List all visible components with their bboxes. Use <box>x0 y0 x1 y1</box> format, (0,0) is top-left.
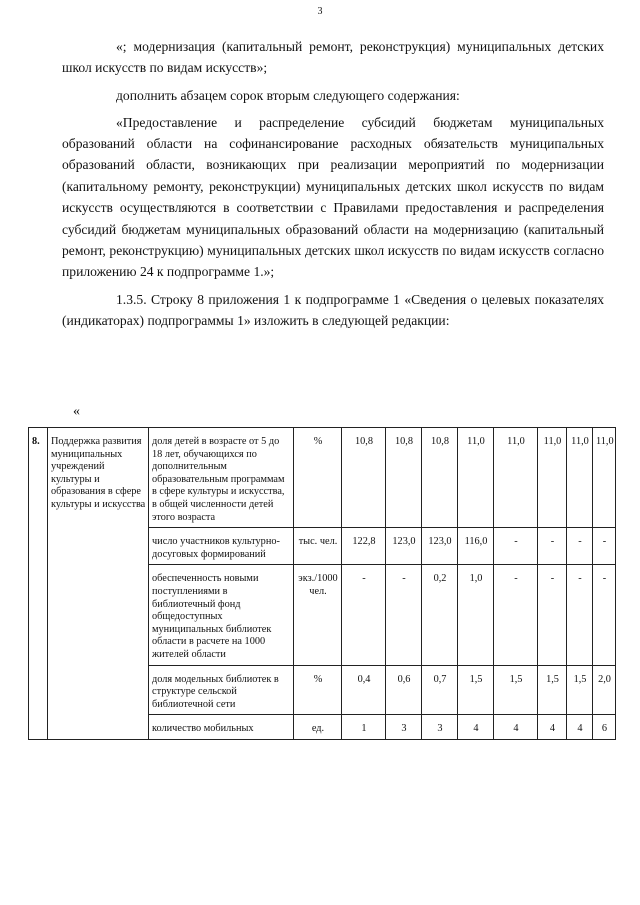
value-cell: 10,8 <box>386 428 422 528</box>
table-row <box>29 428 616 528</box>
indicator-name-cell: обеспеченность новыми поступлениями в библиотечный фонд общедоступных муниципальных библиотек области в расчете на 1000 жителей области <box>149 565 294 665</box>
value-cell: 11,0 <box>458 428 494 528</box>
value-cell: 0,4 <box>342 665 386 715</box>
value-cell: 116,0 <box>458 528 494 565</box>
document-body <box>62 36 604 337</box>
value-cell: 1,5 <box>458 665 494 715</box>
unit-cell: тыс. чел. <box>294 528 342 565</box>
unit-cell: ед. <box>294 715 342 740</box>
value-cell: 1,0 <box>458 565 494 665</box>
unit-cell: % <box>294 428 342 528</box>
value-cell: 1,5 <box>494 665 538 715</box>
value-cell: - <box>538 565 567 665</box>
goal-cell: Поддержка развития муниципальных учреждений культуры и образования в сфере культуры и искусства <box>48 428 149 740</box>
value-cell: - <box>593 528 616 565</box>
value-cell: 0,6 <box>386 665 422 715</box>
page-number: 3 <box>317 6 323 17</box>
value-cell: - <box>494 528 538 565</box>
value-cell: 4 <box>538 715 567 740</box>
paragraph-4: 1.3.5. Строку 8 приложения 1 к подпрограмме 1 «Сведения о целевых показателях (индикаторах) подпрограммы 1» изложить в следующей редакции: <box>62 291 604 328</box>
value-cell: 6 <box>593 715 616 740</box>
value-cell: 11,0 <box>494 428 538 528</box>
value-cell: 0,7 <box>422 665 458 715</box>
unit-cell: % <box>294 665 342 715</box>
value-cell: 3 <box>386 715 422 740</box>
indicator-name-cell: доля детей в возрасте от 5 до 18 лет, обучающихся по дополнительным образовательным программам в сфере культуры и искусства, в общей численности детей этого возраста <box>149 428 294 528</box>
value-cell: - <box>593 565 616 665</box>
opening-quote: « <box>73 404 80 419</box>
value-cell: 2,0 <box>593 665 616 715</box>
value-cell: 11,0 <box>538 428 567 528</box>
indicator-name-cell: количество мобильных <box>149 715 294 740</box>
value-cell: 11,0 <box>567 428 593 528</box>
value-cell: - <box>386 565 422 665</box>
value-cell: 1 <box>342 715 386 740</box>
value-cell: - <box>342 565 386 665</box>
value-cell: 10,8 <box>342 428 386 528</box>
indicator-name-cell: число участников культурно-досуговых формирований <box>149 528 294 565</box>
value-cell: - <box>538 528 567 565</box>
value-cell: - <box>567 565 593 665</box>
paragraph-1: «; модернизация (капитальный ремонт, реконструкция) муниципальных детских школ искусств по видам искусств»; <box>62 39 604 76</box>
paragraph-2: дополнить абзацем сорок вторым следующего содержания: <box>116 87 460 103</box>
value-cell: 123,0 <box>422 528 458 565</box>
value-cell: 122,8 <box>342 528 386 565</box>
value-cell: 123,0 <box>386 528 422 565</box>
value-cell: - <box>494 565 538 665</box>
table-body <box>29 428 616 740</box>
value-cell: 0,2 <box>422 565 458 665</box>
indicators-table <box>28 427 616 740</box>
value-cell: 1,5 <box>567 665 593 715</box>
unit-cell: экз./1000 чел. <box>294 565 342 665</box>
value-cell: 1,5 <box>538 665 567 715</box>
paragraph-3: «Предоставление и распределение субсидий бюджетам муниципальных образований области на софинансирование расходных обязательств муниципальных образований области, возникающих при реализации мероприятий по модернизации (капитальному ремонту, реконструкции) муниципальных детских школ искусств по видам искусств осуществляются в соответствии с Правилами предоставления и распределения субсидий бюджетам муниципальных образований области на модернизацию (капитальный ремонт, реконструкцию) муниципальных детских школ искусств по видам искусств согласно приложению 24 к подпрограмме 1.»; <box>62 114 604 280</box>
value-cell: 3 <box>422 715 458 740</box>
indicator-name-cell: доля модельных библиотек в структуре сельской библиотечной сети <box>149 665 294 715</box>
row-number-cell: 8. <box>29 428 48 740</box>
value-cell: 11,0 <box>593 428 616 528</box>
value-cell: 4 <box>458 715 494 740</box>
value-cell: 4 <box>494 715 538 740</box>
value-cell: 4 <box>567 715 593 740</box>
value-cell: - <box>567 528 593 565</box>
value-cell: 10,8 <box>422 428 458 528</box>
